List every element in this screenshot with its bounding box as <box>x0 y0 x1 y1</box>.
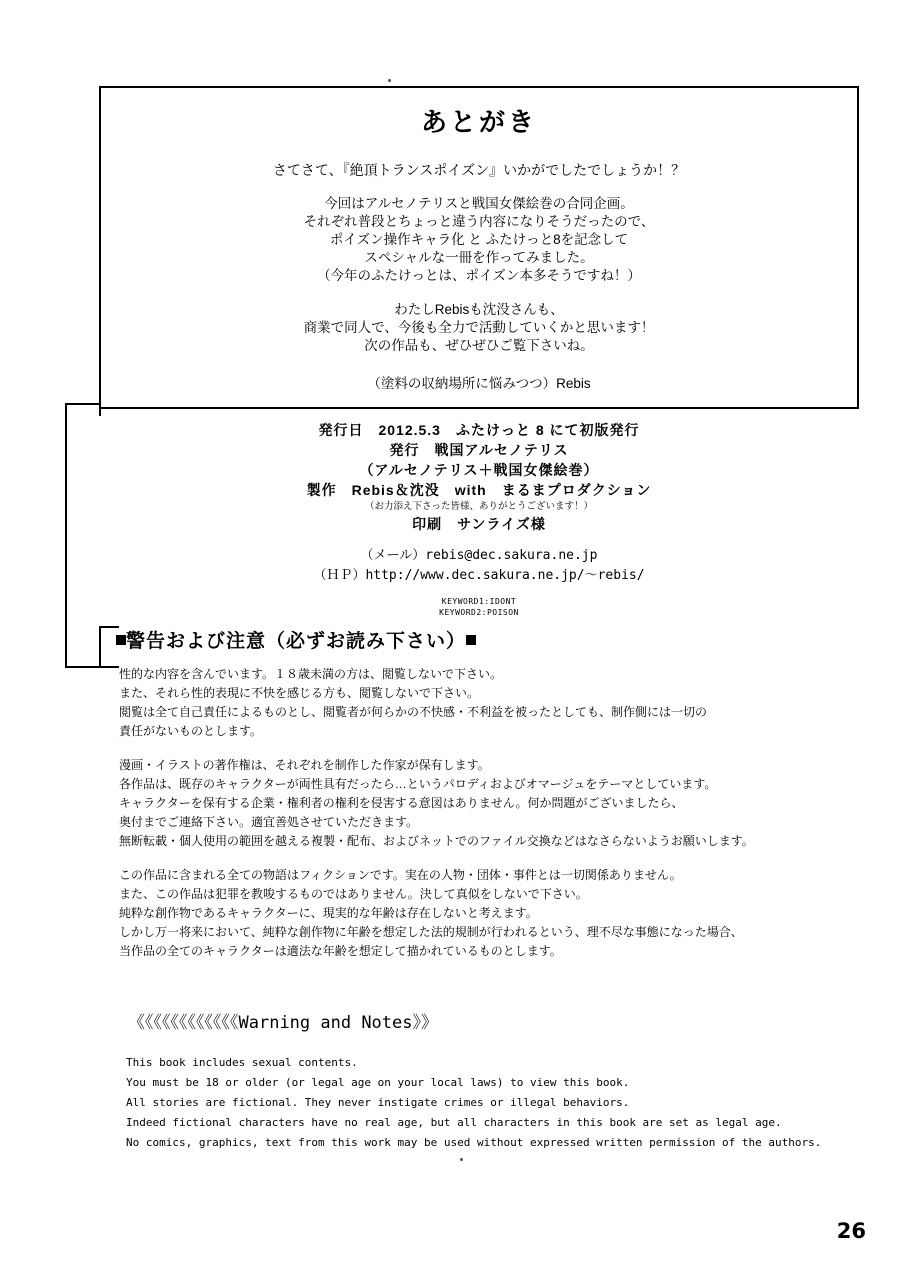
warning-paragraph <box>119 866 819 961</box>
afterword-line: ポイズン操作キャラ化 と ふたけっと8を記念して <box>329 232 629 247</box>
warning-line: 無断転載・個人使用の範囲を越える複製・配布、およびネットでのファイル交換などはなさらないようお願いします。 <box>119 834 754 848</box>
connector-line-vertical-outer <box>65 403 67 668</box>
page-number: 26 <box>836 1219 866 1243</box>
warning-line: 各作品は、既存のキャラクターが両性具有だったら…というパロディおよびオマージュをテーマとしています。 <box>119 777 717 791</box>
warning-body <box>119 665 819 976</box>
afterword-line: わたしRebisも沈没さんも、 <box>394 302 564 317</box>
afterword-line: 商業で同人で、今後も全力で活動していくかと思います！ <box>303 320 655 335</box>
afterword-paragraph-3 <box>101 301 857 355</box>
square-bullet-icon <box>466 635 476 645</box>
warning-paragraph <box>119 665 819 741</box>
afterword-line: （今年のふたけっとは、ポイズン本多そうですね！） <box>317 268 641 283</box>
colophon-line: 発行日 2012.5.3 ふたけっと 8 にて初版発行 <box>318 422 640 438</box>
afterword-paragraph-2 <box>101 195 857 285</box>
connector-line-bottom-horizontal <box>65 666 119 668</box>
warning-line: キャラクターを保有する企業・権利者の権利を侵害する意図はありません。何か問題がございましたら、 <box>119 796 684 810</box>
colophon-thanks-note: （お力添え下さった皆様、ありがとうございます！） <box>364 501 593 512</box>
english-warning-body <box>126 1053 826 1153</box>
afterword-signature <box>101 375 857 393</box>
warning-line: 性的な内容を含んでいます。１８歳未満の方は、閲覧しないで下さい。 <box>119 667 503 681</box>
afterword-box <box>99 86 859 409</box>
colophon-line: （アルセノテリス＋戦国女傑絵巻） <box>359 462 599 478</box>
colophon-line: 製作 Rebis＆沈没 with まるまプロダクション <box>306 482 652 498</box>
colophon-keyword: KEYWORD2:POISON <box>439 608 519 617</box>
square-bullet-icon <box>116 635 126 645</box>
connector-line-top-horizontal <box>65 403 101 405</box>
colophon <box>99 420 859 618</box>
connector-line-warning-top <box>99 626 101 668</box>
warning-line: 責任がないものとします。 <box>119 724 263 738</box>
english-warning-heading: 《《《《《《《《《《《《Warning and Notes》》 <box>128 1013 438 1033</box>
colophon-line: 発行 戦国アルセノテリス <box>389 442 569 458</box>
colophon-printer: 印刷 サンライズ様 <box>412 516 546 532</box>
afterword-line: 次の作品も、ぜひぜひご覧下さいね。 <box>364 338 594 353</box>
decorative-dot-bottom <box>460 1158 463 1161</box>
warning-heading-text: 警告および注意（必ずお読み下さい） <box>126 631 467 652</box>
colophon-homepage: （ＨＰ）http://www.dec.sakura.ne.jp/～rebis/ <box>313 568 645 583</box>
afterword-title: あとがき <box>420 107 537 137</box>
english-line: No comics, graphics, text from this work may be used without expressed written permission of the authors. <box>126 1136 822 1149</box>
afterword-line: さてさて、『絶頂トランスポイズン』いかがでしたでしょうか！？ <box>272 162 686 178</box>
afterword-paragraph-1 <box>101 161 857 179</box>
english-line: Indeed fictional characters have no real age, but all characters in this book are set as legal age. <box>126 1116 782 1129</box>
warning-line: 閲覧は全て自己責任によるものとし、閲覧者が何らかの不快感・不利益を被ったとしても、制作側には一切の <box>119 705 708 719</box>
colophon-mail: （メール）rebis@dec.sakura.ne.jp <box>360 548 598 563</box>
warning-line: また、この作品は犯罪を教唆するものではありません。決して真似をしないで下さい。 <box>119 887 588 901</box>
afterword-line: 今回はアルセノテリスと戦国女傑絵巻の合同企画。 <box>324 196 634 211</box>
english-line: This book includes sexual contents. <box>126 1056 358 1069</box>
colophon-keyword: KEYWORD1:IDONT <box>441 597 517 606</box>
warning-line: 漫画・イラストの著作権は、それぞれを制作した作家が保有します。 <box>119 758 490 772</box>
warning-line: 奥付までご連絡下さい。適宜善処させていただきます。 <box>119 815 419 829</box>
warning-line: また、それら性的表現に不快を感じる方も、閲覧しないで下さい。 <box>119 686 480 700</box>
afterword-line: スペシャルな一冊を作ってみました。 <box>364 250 594 265</box>
warning-line: 純粋な創作物であるキャラクターに、現実的な年齢は存在しないと考えます。 <box>119 906 538 920</box>
afterword-line: それぞれ普段とちょっと違う内容になりそうだったので、 <box>303 214 655 229</box>
warning-paragraph <box>119 756 819 851</box>
warning-heading <box>116 626 476 653</box>
decorative-dot-top <box>388 79 391 82</box>
afterword-line: （塗料の収納場所に悩みつつ）Rebis <box>367 376 591 391</box>
english-line: You must be 18 or older (or legal age on your local laws) to view this book. <box>126 1076 630 1089</box>
warning-line: しかし万一将来において、純粋な創作物に年齢を想定した法的規制が行われるという、理不尽な事態になった場合、 <box>119 925 743 939</box>
warning-line: 当作品の全てのキャラクターは適法な年齢を想定して描かれているものとします。 <box>119 944 562 958</box>
warning-line: この作品に含まれる全ての物語はフィクションです。実在の人物・団体・事件とは一切関係ありません。 <box>119 868 682 882</box>
english-line: All stories are fictional. They never instigate crimes or illegal behaviors. <box>126 1096 630 1109</box>
connector-line-inner-vertical <box>99 403 101 416</box>
